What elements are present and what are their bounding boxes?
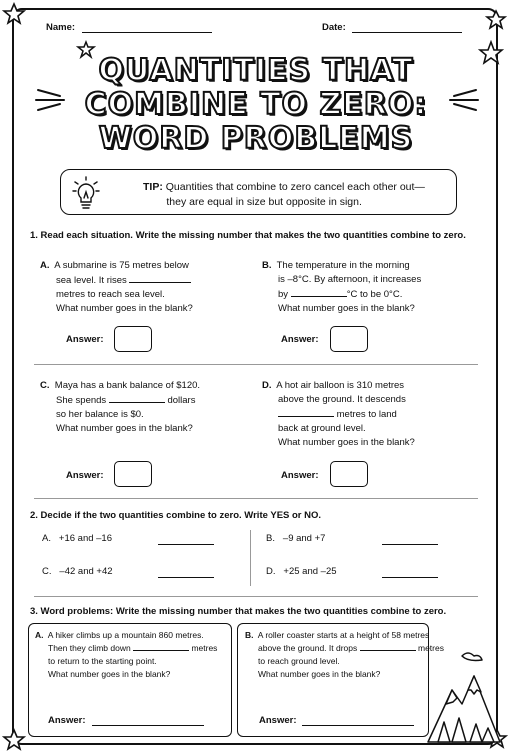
answer-line-2b[interactable] [382, 544, 438, 545]
date-label: Date: [322, 22, 346, 33]
problem-text: A hot air balloon is 310 metres [276, 380, 405, 391]
problem-text: A roller coaster starts at a height of 58 metres [257, 630, 430, 640]
divider [34, 364, 478, 365]
divider [34, 596, 478, 597]
answer-box-1c[interactable] [114, 461, 152, 487]
problem-text: What number goes in the blank? [56, 303, 193, 314]
problem-text: back at ground level. [278, 423, 366, 434]
divider-vertical [250, 530, 251, 586]
blank-line[interactable] [109, 393, 165, 403]
problem-text: metres to reach sea level. [56, 289, 165, 300]
problem-text: sea level. It rises [56, 275, 127, 286]
problem-1c [40, 379, 200, 436]
problem-text: so her balance is $0. [56, 409, 144, 420]
answer-box-1d[interactable] [330, 461, 368, 487]
problem-letter: B. [262, 260, 272, 271]
item-2a [42, 532, 112, 546]
problem-text: What number goes in the blank? [278, 303, 415, 314]
title-line-1: QUANTITIES THAT [98, 53, 414, 88]
title-line-3: WORD PROBLEMS [98, 121, 414, 156]
tip-line-1: Quantities that combine to zero cancel each other out— [165, 181, 425, 193]
mountain-icon [424, 646, 504, 750]
section-2-heading: 2. Decide if the two quantities combine to zero. Write YES or NO. [30, 510, 322, 521]
answer-box-1a[interactable] [114, 326, 152, 352]
item-2b [266, 532, 325, 546]
problem-text: dollars [167, 395, 196, 406]
name-field[interactable] [46, 22, 212, 33]
problem-text: She spends [56, 395, 107, 406]
answer-line-2a[interactable] [158, 544, 214, 545]
blank-line[interactable] [129, 273, 191, 283]
date-field[interactable] [322, 22, 462, 33]
divider [34, 498, 478, 499]
item-2c [42, 565, 113, 579]
answer-line-2c[interactable] [158, 577, 214, 578]
tip-label: TIP: [143, 181, 163, 193]
answer-line-3b[interactable] [302, 725, 414, 726]
item-text: –42 and +42 [59, 566, 113, 577]
problem-3b [245, 629, 444, 681]
section-3-heading: 3. Word problems: Write the missing number that makes the two quantities combine to zero. [30, 606, 447, 617]
item-letter: B. [266, 533, 275, 544]
answer-label: Answer: [66, 470, 104, 481]
date-line[interactable] [352, 23, 462, 33]
problem-text: metres to land [336, 409, 397, 420]
item-text: +16 and –16 [58, 533, 113, 544]
problem-text: What number goes in the blank? [56, 423, 193, 434]
problem-1a [40, 259, 193, 316]
blank-line[interactable] [133, 642, 189, 651]
problem-text: A hiker climbs up a mountain 860 metres. [47, 630, 204, 640]
sparkle-left-icon [34, 82, 74, 116]
item-letter: C. [42, 566, 52, 577]
blank-line[interactable] [291, 287, 347, 297]
problem-3a [35, 629, 217, 681]
item-letter: A. [42, 533, 51, 544]
problem-letter: A. [35, 630, 44, 640]
answer-label: Answer: [281, 334, 319, 345]
problem-text: metres [418, 643, 444, 653]
lightbulb-icon [71, 176, 101, 210]
problem-text: by [278, 289, 289, 300]
problem-letter: D. [262, 380, 272, 391]
title-line-2: COMBINE TO ZERO: [84, 87, 428, 122]
section-1-heading: 1. Read each situation. Write the missing number that makes the two quantities combine to zero. [30, 230, 466, 241]
name-label: Name: [46, 22, 76, 33]
answer-label: Answer: [48, 715, 86, 726]
blank-line[interactable] [360, 642, 416, 651]
answer-line-2d[interactable] [382, 577, 438, 578]
problem-text: above the ground. It descends [278, 394, 406, 405]
item-letter: D. [266, 566, 276, 577]
item-2d [266, 565, 337, 579]
answer-box-1b[interactable] [330, 326, 368, 352]
answer-label: Answer: [66, 334, 104, 345]
problem-text: Then they climb down [48, 643, 131, 653]
tip-line-2: they are equal in size but opposite in sign. [166, 196, 362, 208]
problem-text: What number goes in the blank? [48, 669, 171, 679]
item-text: +25 and –25 [283, 566, 337, 577]
answer-line-3a[interactable] [92, 725, 204, 726]
problem-text: to reach ground level. [258, 656, 340, 666]
star-icon [2, 728, 26, 752]
problem-text: A submarine is 75 metres below [54, 260, 189, 271]
problem-1d [262, 379, 415, 450]
problem-letter: C. [40, 380, 50, 391]
problem-text: is –8°C. By afternoon, it increases [278, 274, 422, 285]
problem-text: metres [191, 643, 218, 653]
sparkle-right-icon [440, 82, 480, 116]
item-text: –9 and +7 [282, 533, 326, 544]
problem-text: °C to be 0°C. [346, 289, 403, 300]
star-icon [2, 2, 26, 26]
answer-label: Answer: [259, 715, 297, 726]
problem-letter: B. [245, 630, 254, 640]
problem-1b [262, 259, 421, 316]
tip-box [60, 169, 457, 215]
tip-text [143, 180, 425, 210]
answer-label: Answer: [281, 470, 319, 481]
problem-text: Maya has a bank balance of $120. [54, 380, 201, 391]
problem-text: above the ground. It drops [258, 643, 358, 653]
blank-line[interactable] [278, 407, 334, 417]
name-line[interactable] [82, 23, 212, 33]
problem-text: What number goes in the blank? [258, 669, 381, 679]
star-icon [485, 9, 507, 31]
problem-text: What number goes in the blank? [278, 437, 415, 448]
problem-text: The temperature in the morning [276, 260, 410, 271]
problem-text: to return to the starting point. [48, 656, 157, 666]
problem-letter: A. [40, 260, 50, 271]
